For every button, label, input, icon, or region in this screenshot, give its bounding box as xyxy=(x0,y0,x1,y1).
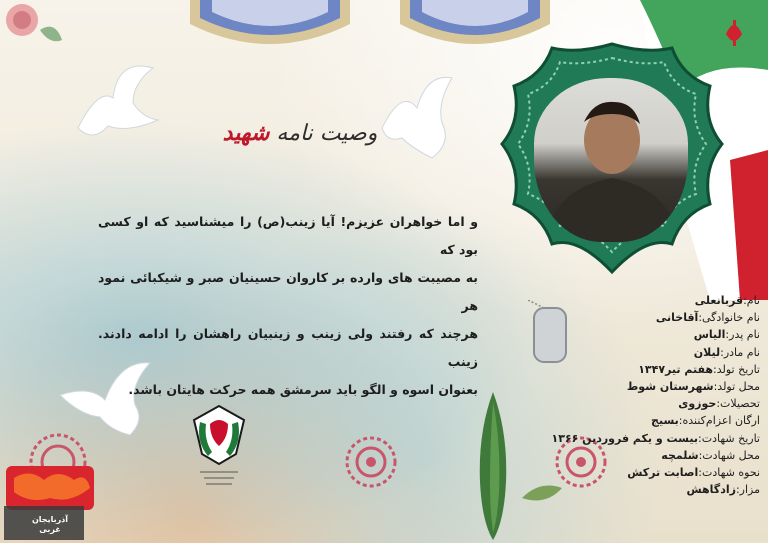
dove-icon xyxy=(58,48,168,153)
info-label: ارگان اعزام‌کننده: xyxy=(678,414,760,428)
info-row xyxy=(520,412,760,429)
info-value: بیست و یکم فروردین ۱۳۶۶ xyxy=(551,431,699,445)
page-title xyxy=(210,120,390,146)
info-value: حوزوی xyxy=(678,397,717,411)
testament-text xyxy=(98,208,478,404)
info-label: نام خانوادگی: xyxy=(698,311,760,325)
martyr-photo xyxy=(534,78,688,242)
info-row xyxy=(520,292,760,309)
info-value: قربانعلی xyxy=(694,294,744,307)
info-value: لیلان xyxy=(693,345,721,359)
info-row xyxy=(520,326,760,343)
testament-line: و اما خواهران عزیزم! آیا زینب(ص) را میشناسید که او کسی بود که xyxy=(98,214,478,257)
rosette-ornament-icon xyxy=(345,436,397,488)
info-label: نام پدر: xyxy=(725,328,760,342)
info-row xyxy=(520,378,760,395)
info-label: نام مادر: xyxy=(720,345,760,359)
info-row xyxy=(520,464,760,481)
info-value: آقاخانی xyxy=(655,311,699,325)
info-row xyxy=(520,481,760,498)
testament-line: بعنوان اسوه و الگو باید سرمشق همه حرکت هایتان باشد. xyxy=(128,382,478,397)
info-label: تاریخ شهادت: xyxy=(698,431,760,445)
info-label: محل تولد: xyxy=(713,380,760,394)
title-prefix: وصیت نامه xyxy=(269,121,378,146)
ornament-arch-left xyxy=(190,0,350,54)
info-label: تحصیلات: xyxy=(716,397,760,411)
logo-caption-line: آذربایجان xyxy=(31,515,69,524)
info-value: الیاس xyxy=(693,328,726,342)
foundation-emblem-icon xyxy=(186,402,252,492)
info-value: زادگاهش xyxy=(686,483,736,497)
info-row xyxy=(520,430,760,447)
dove-icon xyxy=(372,68,462,168)
info-label: نحوه شهادت: xyxy=(698,466,760,480)
testament-line: هرچند که رفتند ولی زینب و زینبیان راهشان را ادامه دادند. زینب xyxy=(98,326,478,369)
logo-caption-line: غربی xyxy=(39,525,61,534)
info-value: شلمچه xyxy=(661,448,699,462)
info-label: مزار: xyxy=(735,483,760,497)
info-label: نام: xyxy=(743,294,760,307)
info-value: بسیج xyxy=(651,414,679,428)
testament-line: به مصیبت های وارده بر کاروان حسینیان صبر و شیکبائی نمود هر xyxy=(98,270,478,313)
info-label: تاریخ تولد: xyxy=(713,362,760,376)
title-highlight: شهید xyxy=(222,120,270,146)
info-row xyxy=(520,395,760,412)
logo-caption xyxy=(10,515,90,535)
info-row xyxy=(520,309,760,326)
info-row xyxy=(520,361,760,378)
info-row xyxy=(520,344,760,361)
info-value: هفتم تیر۱۳۴۷ xyxy=(638,362,714,376)
info-value: شهرستان شوط xyxy=(626,380,714,394)
info-label: محل شهادت: xyxy=(698,448,760,462)
info-value: اصابت ترکش xyxy=(627,466,699,480)
cypress-tree-icon xyxy=(468,392,518,540)
info-row xyxy=(520,447,760,464)
martyr-info-list xyxy=(520,292,760,498)
flower-ornament-icon xyxy=(0,0,70,60)
